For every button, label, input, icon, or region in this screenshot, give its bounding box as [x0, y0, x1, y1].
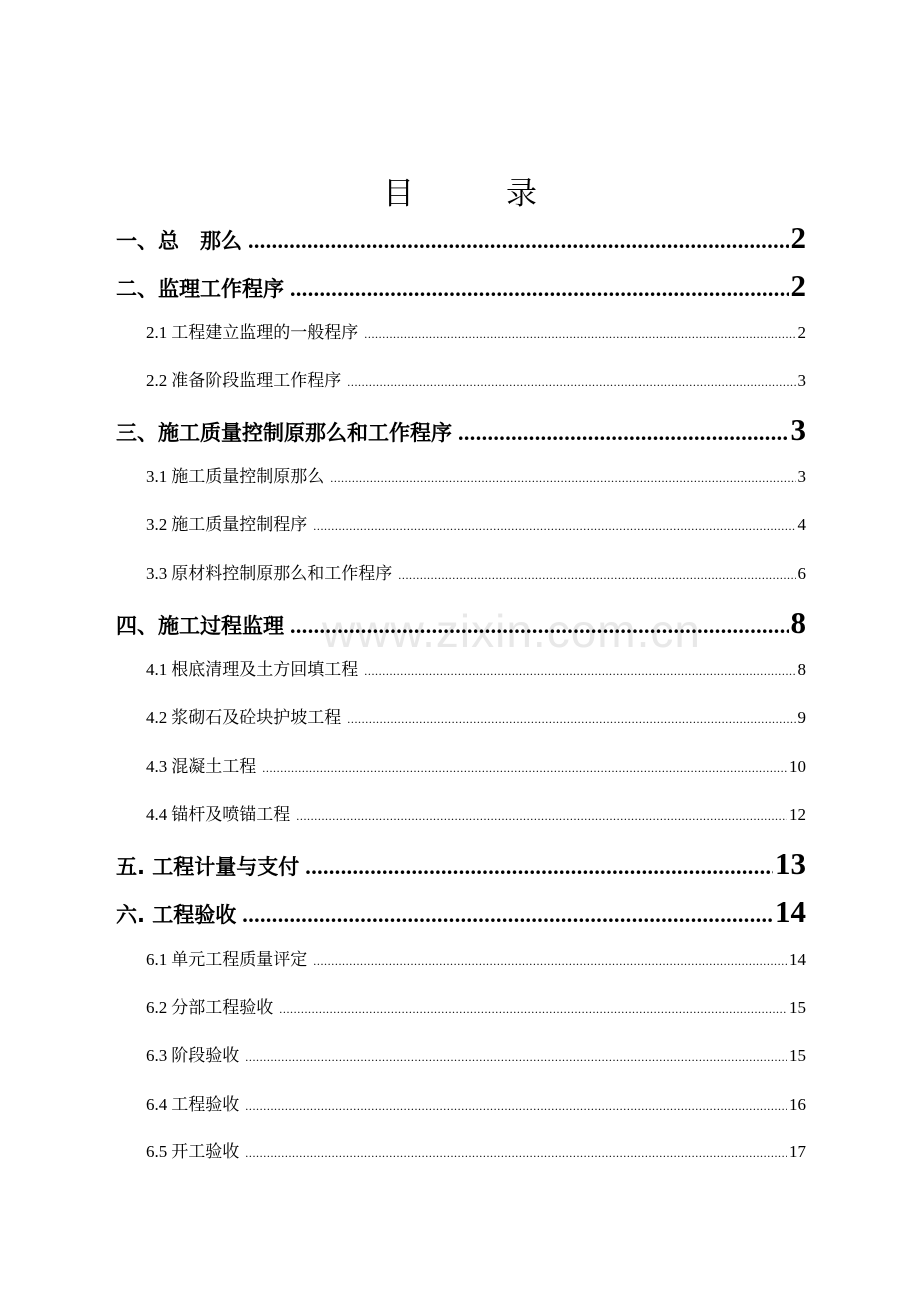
toc-entry-number: 6.2: [146, 998, 168, 1017]
toc-entry-4[interactable]: [116, 605, 806, 641]
dot-leader: [364, 664, 795, 679]
toc-entry-number: 6.1: [146, 950, 168, 969]
toc-entry-label: [146, 655, 358, 680]
dot-leader: [245, 1050, 787, 1065]
toc-entry-title: 浆砌石及砼块护坡工程: [171, 708, 342, 728]
toc-entry-label: [146, 752, 256, 777]
toc-entry-label: [146, 1041, 239, 1066]
toc-entry-label: [146, 1137, 239, 1162]
toc-entry-number: 3.3: [146, 564, 168, 583]
toc-title: [0, 168, 920, 212]
toc-entry-3-1[interactable]: [146, 462, 806, 492]
dot-leader: [242, 902, 773, 928]
dot-leader: [305, 854, 773, 880]
dot-leader: [313, 954, 787, 969]
dot-leader: [290, 613, 789, 639]
toc-entry-2-1[interactable]: [146, 318, 806, 348]
toc-entry-page: 14: [775, 894, 806, 929]
dot-leader: [245, 1146, 787, 1161]
toc-entry-title: 阶段验收: [171, 1046, 240, 1066]
dot-leader: [296, 809, 787, 824]
toc-entry-label: 四、施工过程监理: [116, 614, 284, 638]
toc-entry-3-3[interactable]: [146, 559, 806, 589]
toc-entry-number: 6.3: [146, 1046, 168, 1065]
toc-entry-label: [146, 510, 307, 535]
toc-title-char-2: 录: [506, 175, 537, 212]
toc-entry-label: 五. 工程计量与支付: [116, 855, 300, 879]
toc-entry-3-2[interactable]: [146, 510, 806, 540]
toc-entry-number: 2.1: [146, 323, 168, 342]
toc-entry-page: 8: [790, 605, 806, 640]
toc-entry-label: 三、施工质量控制原那么和工作程序: [116, 421, 452, 445]
toc-entry-4-4[interactable]: [146, 800, 806, 830]
dot-leader: [313, 519, 795, 534]
dot-leader: [245, 1099, 787, 1114]
toc-entry-6-5[interactable]: [146, 1137, 806, 1167]
toc-entry-title: 原材料控制原那么和工作程序: [171, 564, 393, 584]
toc-entry-page: 4: [797, 515, 806, 534]
toc-entry-title: 锚杆及喷锚工程: [171, 805, 291, 825]
toc-entry-label: [146, 800, 290, 825]
toc-entry-title: 准备阶段监理工作程序: [171, 371, 342, 391]
toc-entry-title: 混凝土工程: [171, 757, 257, 777]
toc-entry-page: 14: [789, 950, 806, 969]
toc-entry-title: 单元工程质量评定: [171, 950, 308, 970]
toc-entry-1[interactable]: [116, 220, 806, 256]
toc-entry-title: 开工验收: [171, 1142, 240, 1162]
dot-leader: [458, 420, 789, 446]
dot-leader: [262, 761, 787, 776]
toc-entry-number: 3.1: [146, 467, 168, 486]
toc-entry-page: 17: [789, 1142, 806, 1161]
toc-entry-number: 3.2: [146, 515, 168, 534]
dot-leader: [279, 1002, 787, 1017]
toc-entry-page: 8: [797, 660, 806, 679]
toc-entry-6-1[interactable]: [146, 945, 806, 975]
toc-entry-page: 10: [789, 757, 806, 776]
toc-entry-number: 4.3: [146, 757, 168, 776]
toc-entry-4-3[interactable]: [146, 752, 806, 782]
toc-entry-6-2[interactable]: [146, 993, 806, 1023]
toc-entry-6-3[interactable]: [146, 1041, 806, 1071]
dot-leader: [330, 471, 795, 486]
toc-entry-page: 3: [790, 412, 806, 447]
toc-entry-6[interactable]: [116, 894, 806, 930]
toc-entry-label: 六. 工程验收: [116, 903, 237, 927]
toc-entry-title: 施工质量控制原那么: [171, 467, 325, 487]
toc-entry-page: 2: [790, 220, 806, 255]
toc-entry-page: 2: [790, 268, 806, 303]
toc-entry-label: [146, 318, 358, 343]
toc-entry-label: [146, 1090, 239, 1115]
dot-leader: [248, 228, 789, 254]
toc-entry-page: 6: [797, 564, 806, 583]
toc-entry-label: [146, 993, 273, 1018]
toc-entry-page: 3: [797, 371, 806, 390]
toc-entry-4-1[interactable]: [146, 655, 806, 685]
toc-title-char-1: 目: [383, 175, 414, 212]
toc-entry-page: 15: [789, 1046, 806, 1065]
dot-leader: [347, 375, 795, 390]
toc-entry-title: 分部工程验收: [171, 998, 274, 1018]
toc-entry-title: 施工质量控制程序: [171, 515, 308, 535]
toc-entry-number: 6.5: [146, 1142, 168, 1161]
toc-entry-title: 工程建立监理的一般程序: [171, 323, 359, 343]
toc-entry-page: 3: [797, 467, 806, 486]
toc-entry-label: [146, 703, 341, 728]
watermark: www.zixin.com.cn: [322, 605, 701, 657]
toc-entry-3[interactable]: [116, 412, 806, 448]
dot-leader: [290, 276, 789, 302]
dot-leader: [398, 568, 795, 583]
toc-entry-page: 13: [775, 846, 806, 881]
toc-entry-label: [146, 559, 392, 584]
dot-leader: [364, 327, 795, 342]
toc-entry-number: 4.4: [146, 805, 168, 824]
toc-entry-5[interactable]: [116, 846, 806, 882]
toc-entry-title: 工程验收: [171, 1095, 240, 1115]
toc-entry-label: [146, 462, 324, 487]
toc-entry-page: 12: [789, 805, 806, 824]
toc-entry-label: [146, 366, 341, 391]
toc-entry-6-4[interactable]: [146, 1090, 806, 1120]
toc-entry-label: 一、总 那么: [116, 229, 242, 253]
toc-entry-2[interactable]: [116, 268, 806, 304]
toc-entry-number: 4.2: [146, 708, 168, 727]
toc-entry-number: 4.1: [146, 660, 168, 679]
toc-entry-label: 二、监理工作程序: [116, 277, 284, 301]
toc-entry-page: 16: [789, 1095, 806, 1114]
toc-entry-4-2[interactable]: [146, 703, 806, 733]
toc-entry-2-2[interactable]: [146, 366, 806, 396]
toc-entry-label: [146, 945, 307, 970]
toc-entry-number: 2.2: [146, 371, 168, 390]
toc-entry-page: 9: [797, 708, 806, 727]
dot-leader: [347, 712, 795, 727]
toc-entry-page: 15: [789, 998, 806, 1017]
toc-entry-title: 根底清理及土方回填工程: [171, 660, 359, 680]
toc-entry-page: 2: [797, 323, 806, 342]
toc-entry-number: 6.4: [146, 1095, 168, 1114]
